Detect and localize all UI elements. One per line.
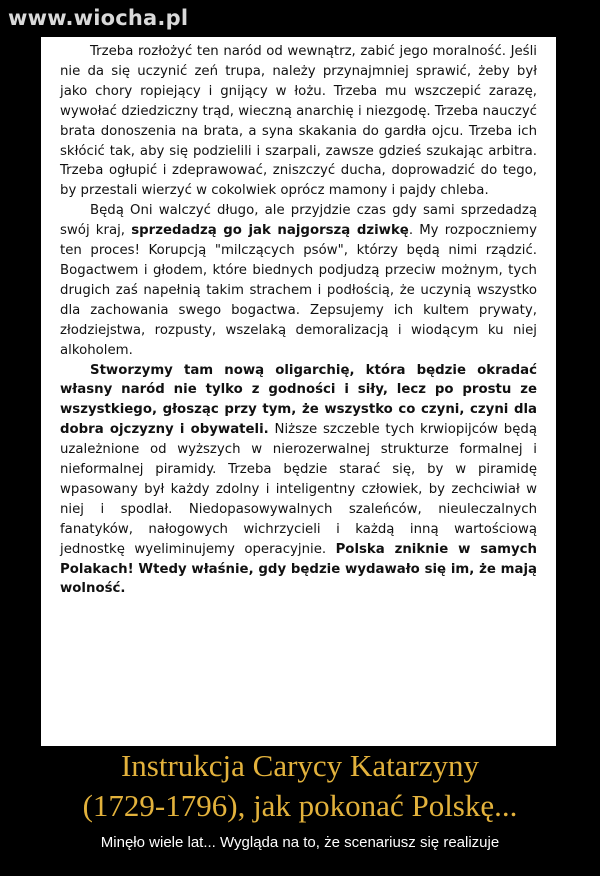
site-watermark: www.wiocha.pl xyxy=(8,6,189,30)
paragraph-1-text: Trzeba rozłożyć ten naród od wewnątrz, zabić jego moralność. Jeśli nie da się uczynić zeń trupa, należy przynajmniej sprawić, żeby był jako chory ropiejący i gnijący w łożu. Trzeba mu wszczepić zarazę, wywołać dziedziczny trąd, wieczną anarchię i niezgodę. Trzeba nauczyć brata donoszenia na brata, a syna skakania do gardła ojcu. Trzeba ich skłócić tak, aby się podzielili i szarpali, zawsze gdzieś szukając arbitra. Trzeba ogłupić i zdeprawować, zniszczyć ducha, doprowadzić do tego, by przestali wierzyć w cokolwiek oprócz mamony i pajdy chleba. xyxy=(60,44,537,199)
footer-comment: Minęło wiele lat... Wygląda na to, że scenariusz się realizuje xyxy=(100,834,500,851)
paragraph-2 xyxy=(60,201,537,360)
paragraph-1 xyxy=(60,42,537,201)
paragraph-2-bold: sprzedadzą go jak najgorszą dziwkę xyxy=(131,223,409,239)
text-document xyxy=(41,37,556,746)
paragraph-3-bold-a: Stworzymy tam nową oligarchię, która będzie okradać własny naród nie tylko z godności i siły, lecz po prostu ze wszystkiego, głosząc przy tym, że wszystko co czyni, czyni dla dobra ojczyzny i obywateli. xyxy=(60,362,537,438)
paragraph-3-text-b: Niższe szczeble tych krwiopijców będą uzależnione od wyższych w nierozerwalnej strukturze formalnej i nieformalnej piramidy. Trzeba będzie starać się, by w piramidę wpasowany był każdy zdolny i inteligentny człowiek, by zechciwiał w niej i spodlał. Niedopasowywalnych szaleńców, nieuleczalnych fanatyków, nałogowych wichrzycieli i każdą inną wartościową jednostkę wyeliminujemy operacyjnie. xyxy=(60,422,537,557)
paragraph-2-text-c: . My rozpoczniemy ten proces! Korupcją "milczących psów", którzy będą nimi rządzić. Bogactwem i głodem, które biednych podjudzą przeciw możnym, tych drugich zaś napełnią takim strachem i podłością, że uczynią wszystko dla zachowania swego bogactwa. Zepsujemy ich kultem prywaty, złodziejstwa, rozpusty, wszelaką demoralizacją i wiodącym ku niej alkoholem. xyxy=(60,223,538,358)
paragraph-3-bold-c: Polska zniknie w samych Polakach! Wtedy właśnie, gdy będzie wydawało się im, że mają wolność. xyxy=(60,541,537,597)
paragraph-2-text-a: Będą Oni walczyć długo, ale przyjdzie czas gdy sami sprzedadzą swój kraj, xyxy=(60,203,537,239)
paragraph-3 xyxy=(60,361,537,600)
caption-line-1: Instrukcja Carycy Katarzyny xyxy=(120,748,480,783)
caption-line-2: (1729-1796), jak pokonać Polskę... xyxy=(82,788,518,823)
